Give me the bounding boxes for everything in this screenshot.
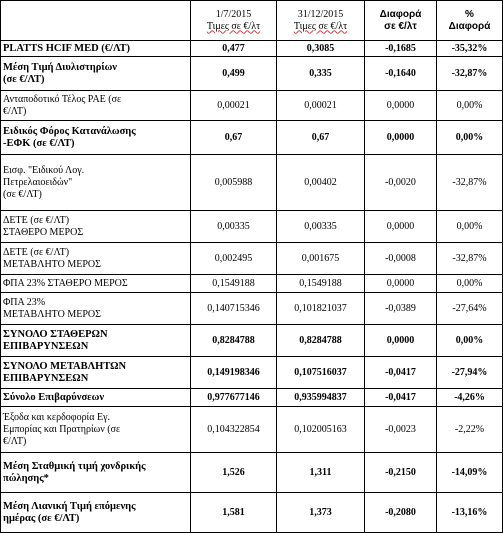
row-label-line: €/ΛΤ) (3, 105, 27, 117)
table-row (1, 211, 503, 243)
table-row (1, 357, 503, 389)
value-diff: -0,0020 (365, 155, 437, 211)
value-pct: -4,26% (437, 389, 503, 407)
value-2015-12: 1,373 (277, 493, 365, 533)
table-row (1, 407, 503, 453)
value-pct: 0,00% (437, 325, 503, 357)
value-2015-12: 0,67 (277, 121, 365, 155)
value-2015-12: 0,935994837 (277, 389, 365, 407)
table-row (1, 275, 503, 293)
value-2015-07: 0,67 (191, 121, 277, 155)
table-row (1, 453, 503, 493)
header-col1-date: 1/7/2015 (215, 8, 252, 20)
row-label-line: (σε €/ΛΤ) (3, 188, 42, 200)
value-2015-07: 0,140715346 (191, 293, 277, 325)
row-label (1, 155, 191, 211)
row-label (1, 325, 191, 357)
table-row (1, 155, 503, 211)
row-label (1, 453, 191, 493)
value-diff: 0,0000 (365, 275, 437, 293)
value-2015-07: 0,002495 (191, 243, 277, 275)
row-label-line: Σύνολο Επιβαρύνσεων (3, 391, 105, 403)
row-label-line: ΦΠΑ 23% (3, 296, 46, 308)
table-row (1, 325, 503, 357)
row-label-line: ΜΕΤΑΒΛΗΤΟ ΜΕΡΟΣ (3, 258, 101, 270)
row-label (1, 91, 191, 121)
value-2015-12: 0,3085 (277, 41, 365, 57)
row-label (1, 293, 191, 325)
row-label (1, 493, 191, 533)
value-pct: -32,87% (437, 155, 503, 211)
row-label-line: ΕΠΙΒΑΡΥΝΣΕΩΝ (3, 340, 89, 352)
value-diff: -0,0417 (365, 357, 437, 389)
row-label-line: Ανταποδοτικό Τέλος ΡΑΕ (σε (3, 93, 122, 105)
row-label-line: ΔΕΤΕ (σε €/ΛΤ) (3, 246, 70, 258)
value-pct: 0,00% (437, 211, 503, 243)
header-col1 (191, 1, 277, 41)
row-label-line: €/ΛΤ) (3, 435, 27, 447)
value-2015-07: 0,104322854 (191, 407, 277, 453)
row-label-line: ΜΕΤΑΒΛΗΤΟ ΜΕΡΟΣ (3, 308, 101, 320)
row-label-line: -ΕΦΚ (σε €/ΛΤ) (3, 137, 75, 149)
value-pct: 0,00% (437, 275, 503, 293)
table-row (1, 493, 503, 533)
row-label (1, 41, 191, 57)
table-row (1, 91, 503, 121)
value-diff: -0,0417 (365, 389, 437, 407)
row-label-line: ΦΠΑ 23% ΣΤΑΘΕΡΟ ΜΕΡΟΣ (3, 277, 128, 289)
value-2015-07: 0,005988 (191, 155, 277, 211)
value-2015-07: 0,477 (191, 41, 277, 57)
row-label (1, 211, 191, 243)
row-label-line: πώλησης* (3, 472, 49, 484)
value-2015-07: 0,499 (191, 57, 277, 91)
table-row (1, 243, 503, 275)
header-col2 (277, 1, 365, 41)
value-2015-12: 0,107516037 (277, 357, 365, 389)
value-diff: -0,2150 (365, 453, 437, 493)
row-label-line: Έξοδα και κερδοφορία Εγ. (3, 411, 111, 423)
row-label (1, 407, 191, 453)
value-pct: 0,00% (437, 121, 503, 155)
row-label-line: Πετρελαιοειδών" (3, 176, 73, 188)
row-label-line: Μέση Τιμή Διυλιστηρίων (3, 61, 117, 73)
row-label (1, 121, 191, 155)
header-row (1, 1, 503, 41)
value-diff: -0,0008 (365, 243, 437, 275)
value-diff: 0,0000 (365, 211, 437, 243)
row-label-line: ΔΕΤΕ (σε €/ΛΤ) (3, 214, 70, 226)
value-2015-07: 1,526 (191, 453, 277, 493)
value-diff: -0,1640 (365, 57, 437, 91)
value-diff: 0,0000 (365, 325, 437, 357)
value-2015-07: 0,00021 (191, 91, 277, 121)
value-2015-12: 0,8284788 (277, 325, 365, 357)
value-2015-07: 0,977677146 (191, 389, 277, 407)
header-col4 (437, 1, 503, 41)
value-2015-07: 0,1549188 (191, 275, 277, 293)
table-row (1, 121, 503, 155)
value-diff: -0,1685 (365, 41, 437, 57)
value-2015-12: 0,101821037 (277, 293, 365, 325)
value-diff: 0,0000 (365, 91, 437, 121)
row-label (1, 357, 191, 389)
header-col2-unit: Τιμες σε €/λτ (293, 20, 348, 32)
value-diff: 0,0000 (365, 121, 437, 155)
header-col4-symbol: % (465, 8, 474, 20)
value-2015-12: 0,1549188 (277, 275, 365, 293)
value-pct: 0,00% (437, 91, 503, 121)
row-label (1, 389, 191, 407)
table-row (1, 293, 503, 325)
value-pct: -2,22% (437, 407, 503, 453)
row-label-line: ημέρας (σε €/ΛΤ) (3, 512, 80, 524)
table-row (1, 389, 503, 407)
value-pct: -32,87% (437, 243, 503, 275)
value-2015-12: 0,001675 (277, 243, 365, 275)
header-col3 (365, 1, 437, 41)
value-2015-12: 0,00402 (277, 155, 365, 211)
row-label-line: Ειδικός Φόρος Κατανάλωσης (3, 125, 136, 137)
value-2015-12: 0,335 (277, 57, 365, 91)
row-label-line: ΣΥΝΟΛΟ ΣΤΑΘΕΡΩΝ (3, 328, 108, 340)
value-pct: -13,16% (437, 493, 503, 533)
value-2015-07: 1,581 (191, 493, 277, 533)
row-label-line: Εισφ. "Ειδικού Λογ. (3, 164, 85, 176)
table-row (1, 41, 503, 57)
row-label-line: Μέση Σταθμική τιμή χονδρικής (3, 460, 146, 472)
header-col1-unit: Τιμες σε €/λτ (206, 20, 261, 32)
value-2015-12: 0,00021 (277, 91, 365, 121)
row-label (1, 57, 191, 91)
value-pct: -14,09% (437, 453, 503, 493)
row-label-line: (σε €/ΛΤ) (3, 73, 45, 85)
row-label-line: ΕΠΙΒΑΡΥΝΣΕΩΝ (3, 372, 89, 384)
value-2015-12: 0,102005163 (277, 407, 365, 453)
value-pct: -27,64% (437, 293, 503, 325)
header-col3-unit: σε €/λτ (384, 20, 417, 32)
header-label-cell (1, 1, 191, 41)
value-2015-07: 0,00335 (191, 211, 277, 243)
row-label-line: Εμπορίας και Πρατηρίων (σε (3, 423, 121, 435)
value-2015-07: 0,149198346 (191, 357, 277, 389)
row-label-line: PLATTS HCIF MED (€/ΛΤ) (3, 42, 130, 54)
row-label (1, 275, 191, 293)
row-label-line: ΣΥΝΟΛΟ ΜΕΤΑΒΛΗΤΩΝ (3, 360, 127, 372)
value-diff: -0,0023 (365, 407, 437, 453)
value-pct: -32,87% (437, 57, 503, 91)
header-col4-title: Διαφορά (448, 20, 491, 32)
value-2015-07: 0,8284788 (191, 325, 277, 357)
value-pct: -27,94% (437, 357, 503, 389)
row-label-line: Μέση Λιανική Τιμή επόμενης (3, 500, 136, 512)
value-2015-12: 1,311 (277, 453, 365, 493)
header-col3-title: Διαφορά (379, 8, 422, 20)
value-2015-12: 0,00335 (277, 211, 365, 243)
value-diff: -0,0389 (365, 293, 437, 325)
row-label (1, 243, 191, 275)
header-col2-date: 31/12/2015 (297, 8, 344, 20)
table-row (1, 57, 503, 91)
value-pct: -35,32% (437, 41, 503, 57)
value-diff: -0,2080 (365, 493, 437, 533)
row-label-line: ΣΤΑΘΕΡΟ ΜΕΡΟΣ (3, 226, 84, 238)
